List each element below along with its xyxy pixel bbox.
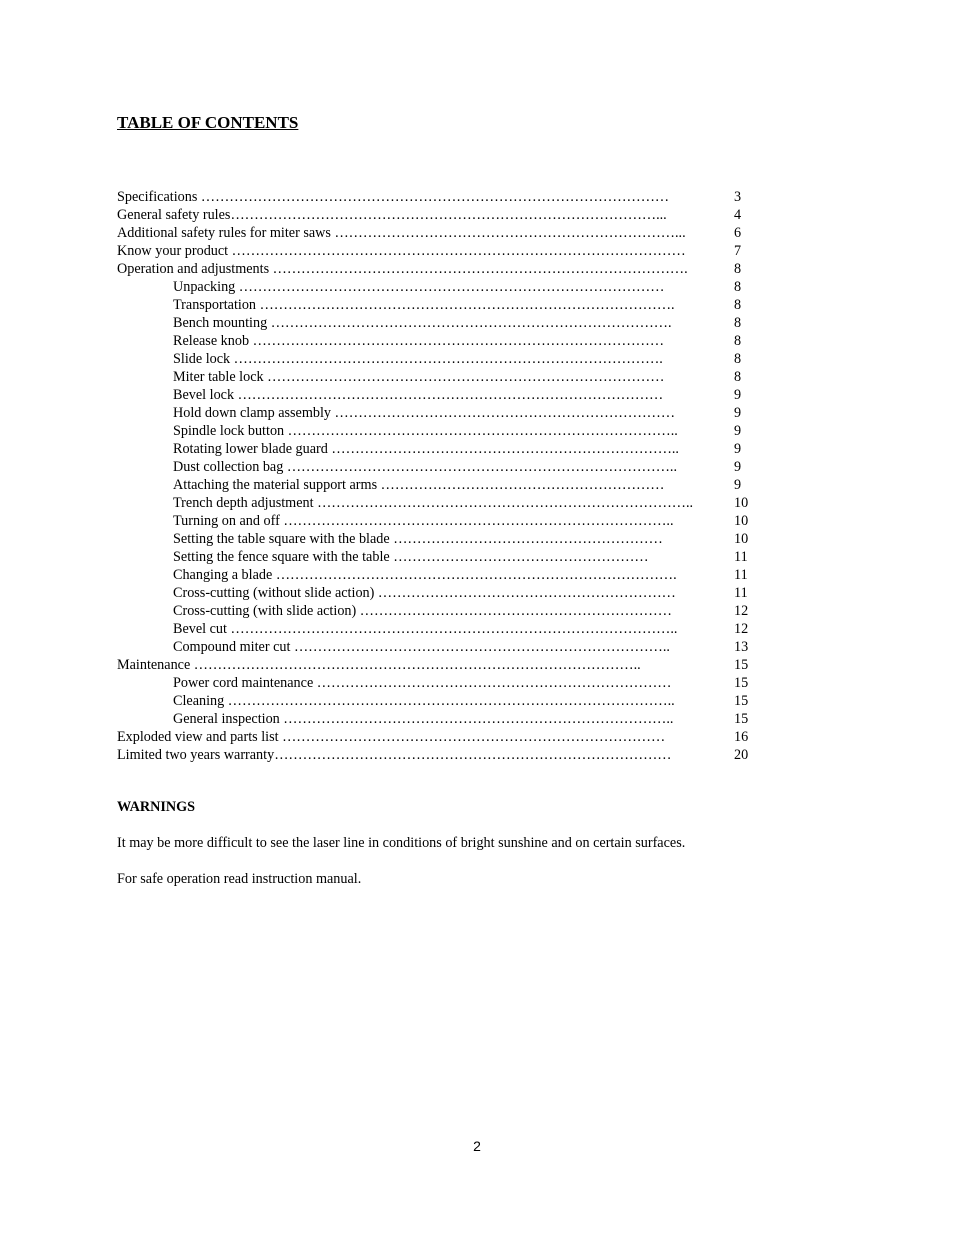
toc-entry: [117, 512, 757, 530]
toc-entry-page: 8: [734, 351, 742, 367]
toc-entry: [117, 548, 757, 566]
toc-entry: [117, 296, 757, 314]
toc-entry: [117, 638, 757, 656]
toc-entry-page: 8: [734, 333, 742, 349]
toc-entry-page: 10: [734, 531, 749, 547]
toc-entry-page: 8: [734, 315, 742, 331]
toc-entry: [117, 368, 757, 386]
toc-entry-text: Bevel cut …………………………………………………………………………………..: [173, 621, 678, 637]
toc-entry-text: Unpacking ………………………………………………………………………………: [173, 279, 665, 295]
toc-entry-page: 11: [734, 585, 748, 601]
toc-entry-text: Turning on and off ………………………………………………………………………..: [173, 513, 674, 529]
toc-entry-page: 8: [734, 369, 742, 385]
toc-entry-page: 4: [734, 207, 742, 223]
toc-entry: [117, 620, 757, 638]
toc-entry-page: 11: [734, 567, 748, 583]
toc-entry: [117, 674, 757, 692]
toc-entry-page: 12: [734, 621, 749, 637]
toc-entry-text: Maintenance …………………………………………………………………………………..: [117, 657, 641, 673]
toc-entry-text: Release knob ……………………………………………………………………………: [173, 333, 665, 349]
toc-entry-page: 9: [734, 477, 742, 493]
toc-entry-page: 15: [734, 657, 749, 673]
toc-entry: [117, 710, 757, 728]
toc-entry: [117, 206, 757, 224]
toc-entry-text: General inspection ………………………………………………………………………..: [173, 711, 674, 727]
toc-entry: [117, 602, 757, 620]
toc-entry: [117, 350, 757, 368]
toc-entry-text: Limited two years warranty…………………………………………………………………………: [117, 747, 672, 763]
toc-entry-text: Trench depth adjustment ……………………………………………………………………..: [173, 495, 694, 511]
toc-entry-page: 12: [734, 603, 749, 619]
toc-entry: [117, 440, 757, 458]
toc-entry: [117, 458, 757, 476]
toc-entry-text: Hold down clamp assembly ………………………………………………………………: [173, 405, 676, 421]
toc-entry-page: 6: [734, 225, 742, 241]
toc-entry-text: Changing a blade ………………………………………………………………………….: [173, 567, 677, 583]
toc-entry: [117, 422, 757, 440]
toc-entry-page: 3: [734, 189, 742, 205]
toc-entry: [117, 404, 757, 422]
toc-entry: [117, 278, 757, 296]
toc-entry: [117, 656, 757, 674]
toc-list: [117, 188, 757, 764]
toc-entry: [117, 224, 757, 242]
toc-entry-text: Spindle lock button ………………………………………………………………………..: [173, 423, 678, 439]
toc-entry: [117, 494, 757, 512]
toc-entry-text: Additional safety rules for miter saws ………………………………………………………………...: [117, 225, 686, 241]
toc-entry-text: Setting the fence square with the table ………………………………………………: [173, 549, 649, 565]
toc-entry: [117, 260, 757, 278]
toc-entry-page: 16: [734, 729, 749, 745]
toc-entry-text: Rotating lower blade guard ………………………………………………………………..: [173, 441, 679, 457]
toc-entry-page: 8: [734, 297, 742, 313]
toc-entry-text: Specifications ………………………………………………………………………………………: [117, 189, 670, 205]
toc-entry-text: Operation and adjustments …………………………………………………………………………….: [117, 261, 688, 277]
toc-entry-page: 15: [734, 693, 749, 709]
toc-entry-page: 9: [734, 405, 742, 421]
toc-entry-page: 8: [734, 261, 742, 277]
toc-entry-page: 8: [734, 279, 742, 295]
toc-entry: [117, 386, 757, 404]
toc-entry: [117, 476, 757, 494]
toc-entry: [117, 188, 757, 206]
warning-paragraph-manual: For safe operation read instruction manual.: [117, 871, 362, 887]
toc-entry-page: 9: [734, 441, 742, 457]
toc-entry-page: 10: [734, 495, 749, 511]
toc-entry: [117, 332, 757, 350]
toc-entry-text: Compound miter cut ……………………………………………………………………..: [173, 639, 670, 655]
toc-entry: [117, 566, 757, 584]
toc-entry: [117, 530, 757, 548]
toc-entry-text: General safety rules………………………………………………………………………………...: [117, 207, 667, 223]
toc-entry-text: Cleaning …………………………………………………………………………………..: [173, 693, 675, 709]
toc-entry: [117, 314, 757, 332]
toc-entry: [117, 728, 757, 746]
toc-entry-page: 11: [734, 549, 748, 565]
toc-entry-page: 15: [734, 711, 749, 727]
toc-entry: [117, 746, 757, 764]
toc-entry-text: Dust collection bag ………………………………………………………………………..: [173, 459, 678, 475]
page-number: 2: [473, 1138, 481, 1154]
toc-entry-text: Cross-cutting (without slide action) ………………………………………………………: [173, 585, 676, 601]
toc-entry: [117, 692, 757, 710]
toc-entry-text: Know your product ……………………………………………………………………………………: [117, 243, 686, 259]
toc-entry-page: 15: [734, 675, 749, 691]
toc-entry-page: 13: [734, 639, 749, 655]
toc-entry-page: 9: [734, 423, 742, 439]
toc-entry-text: Attaching the material support arms ……………………………………………………: [173, 477, 665, 493]
toc-entry-text: Bevel lock ………………………………………………………………………………: [173, 387, 664, 403]
toc-entry-text: Power cord maintenance …………………………………………………………………: [173, 675, 672, 691]
toc-entry-text: Bench mounting ………………………………………………………………………….: [173, 315, 672, 331]
warnings-heading: WARNINGS: [117, 799, 196, 815]
toc-entry-page: 9: [734, 387, 742, 403]
toc-entry-page: 9: [734, 459, 742, 475]
toc-entry-text: Exploded view and parts list ………………………………………………………………………: [117, 729, 666, 745]
warning-paragraph-laser: It may be more difficult to see the laser line in conditions of bright sunshine and on certain surfaces.: [117, 835, 686, 851]
toc-entry: [117, 242, 757, 260]
toc-entry-text: Setting the table square with the blade …………………………………………………: [173, 531, 663, 547]
toc-entry-page: 20: [734, 747, 749, 763]
toc-entry-page: 7: [734, 243, 742, 259]
toc-entry-text: Slide lock ……………………………………………………………………………….: [173, 351, 663, 367]
toc-entry-text: Transportation …………………………………………………………………………….: [173, 297, 675, 313]
toc-entry-page: 10: [734, 513, 749, 529]
toc-entry: [117, 584, 757, 602]
toc-entry-text: Cross-cutting (with slide action) …………………………………………………………: [173, 603, 672, 619]
toc-entry-text: Miter table lock …………………………………………………………………………: [173, 369, 665, 385]
toc-title: TABLE OF CONTENTS: [117, 113, 299, 132]
